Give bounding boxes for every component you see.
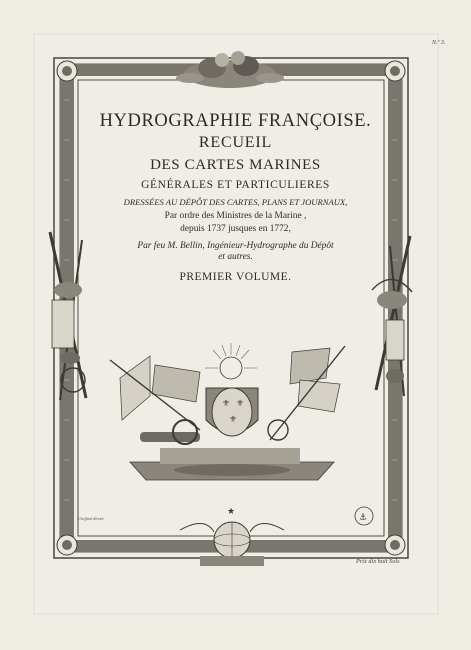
line-ministres: Par ordre des Ministres de la Marine , [164, 211, 307, 222]
anchor-seal-icon [355, 507, 373, 525]
title-block [80, 112, 391, 283]
svg-text:⚜: ⚜ [229, 415, 238, 425]
line-author: Par feu M. Bellin, Ingénieur-Hydrographe du Dépôt [137, 240, 334, 251]
engraver-signature: Choffard direxit [78, 516, 104, 521]
svg-text:⚜: ⚜ [236, 399, 245, 409]
price-note: Prix dix huit Sols [356, 558, 400, 565]
svg-text:⚜: ⚜ [222, 399, 231, 409]
svg-text:⚓: ⚓ [359, 513, 368, 523]
svg-text:★: ★ [227, 507, 236, 517]
subtitle-recueil: RECUEIL [198, 134, 273, 152]
main-title: HYDROGRAPHIE FRANÇOISE. [99, 111, 372, 131]
subtitle-cartes: DES CARTES MARINES [150, 157, 321, 174]
subtitle-generales: GÉNÉRALES ET PARTICULIERES [141, 178, 330, 191]
subtitle-depot: DRESSÉES AU DÉPÔT DES CARTES, PLANS ET JOURNAUX, [123, 197, 348, 208]
plate-number: N.º 3. [432, 40, 446, 46]
volume-label: PREMIER VOLUME. [179, 270, 292, 283]
line-others: et autres. [218, 251, 253, 262]
line-dates: depuis 1737 jusques en 1772, [180, 223, 291, 234]
